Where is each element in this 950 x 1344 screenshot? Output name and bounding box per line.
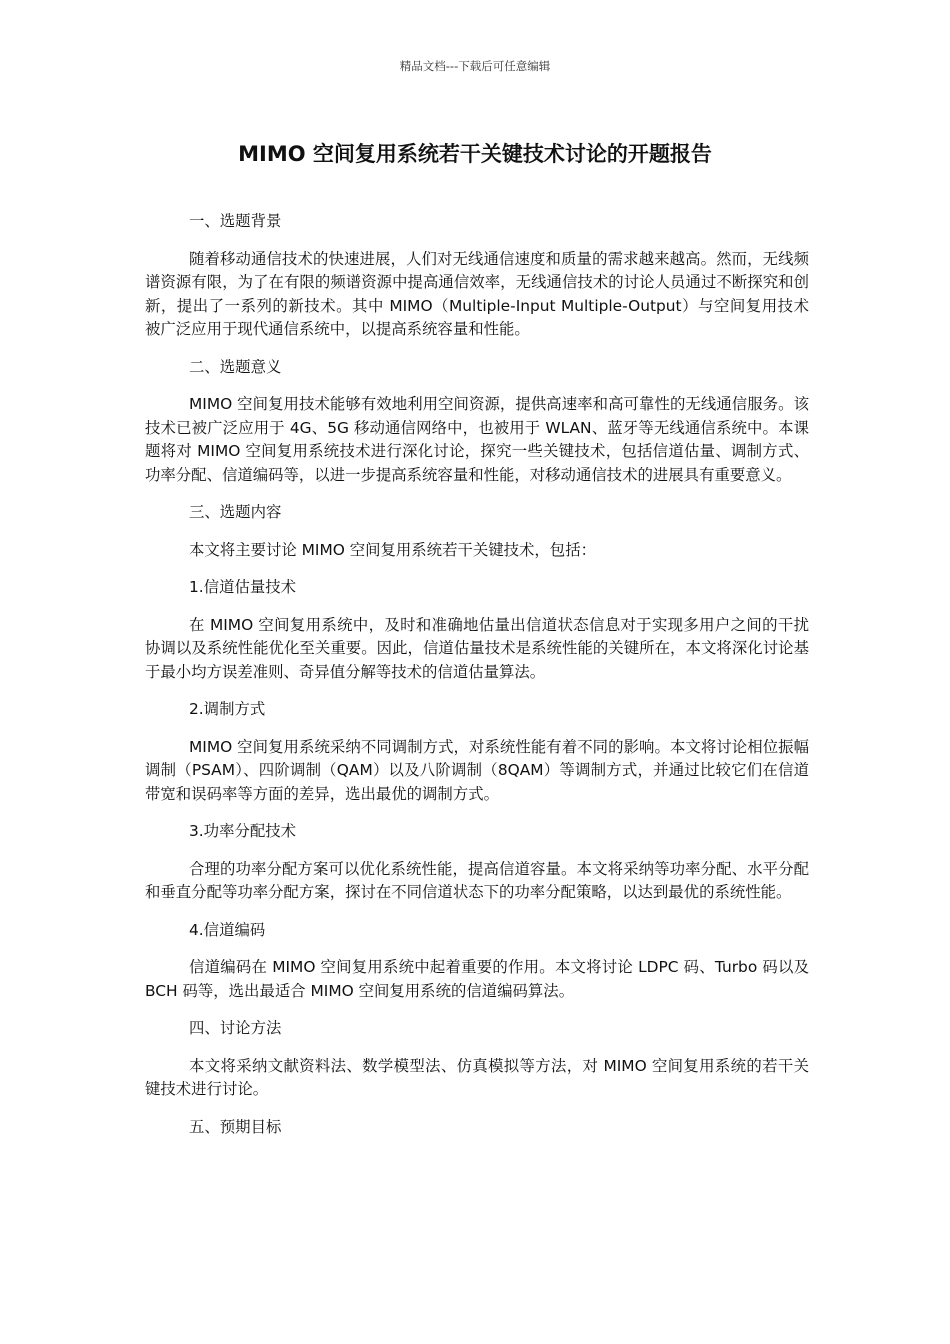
document-body xyxy=(145,210,809,1153)
subheading-channel-estimation: 1.信道估量技术 xyxy=(189,578,297,596)
section-heading-goals: 五、预期目标 xyxy=(189,1117,282,1136)
section-heading-methods: 四、讨论方法 xyxy=(189,1019,282,1037)
paragraph-power-allocation: 合理的功率分配方案可以优化系统性能，提高信道容量。本文将采纳等功率分配、水平分配和垂直分配等功率分配方案，探讨在不同信道状态下的功率分配策略，以达到最优的系统性能。 xyxy=(145,859,809,901)
paragraph-background: 随着移动通信技术的快速进展，人们对无线通信速度和质量的需求越来越高。然而，无线频谱资源有限，为了在有限的频谱资源中提高通信效率，无线通信技术的讨论人员通过不断探究和创新，提出了一系列的新技术。其中 MIMO（Multiple-Input Multiple-Output）与空间复用技术被广泛应用于现代通信系统中，以提高系统容量和性能。 xyxy=(145,249,809,338)
paragraph-significance: MIMO 空间复用技术能够有效地利用空间资源，提供高速率和高可靠性的无线通信服务。该技术已被广泛应用于 4G、5G 移动通信网络中，也被用于 WLAN、蓝牙等无线通信系统中。本课题将对 MIMO 空间复用系统技术进行深化讨论，探究一些关键技术，包括信道估量、调制方式、功率分配、信道编码等，以进一步提高系统容量和性能，对移动通信技术的进展具有重要意义。 xyxy=(145,395,809,484)
header-note: 精品文档---下载后可任意编辑 xyxy=(399,59,551,73)
paragraph-channel-estimation: 在 MIMO 空间复用系统中，及时和准确地估量出信道状态信息对于实现多用户之间的干扰协调以及系统性能优化至关重要。因此，信道估量技术是系统性能的关键所在，本文将深化讨论基于最小均方误差准则、奇异值分解等技术的信道估量算法。 xyxy=(145,615,809,681)
subheading-power-allocation: 3.功率分配技术 xyxy=(189,822,297,840)
subheading-modulation: 2.调制方式 xyxy=(189,700,266,718)
section-heading-significance: 二、选题意义 xyxy=(189,357,282,376)
paragraph-methods: 本文将采纳文献资料法、数学模型法、仿真模拟等方法，对 MIMO 空间复用系统的若干关键技术进行讨论。 xyxy=(145,1056,809,1098)
paragraph-content-intro: 本文将主要讨论 MIMO 空间复用系统若干关键技术，包括： xyxy=(189,540,596,559)
section-heading-background: 一、选题背景 xyxy=(189,212,282,230)
subheading-channel-coding: 4.信道编码 xyxy=(189,920,266,939)
document-title: MIMO 空间复用系统若干关键技术讨论的开题报告 xyxy=(238,142,712,166)
paragraph-channel-coding: 信道编码在 MIMO 空间复用系统中起着重要的作用。本文将讨论 LDPC 码、Turbo 码以及 BCH 码等，选出最适合 MIMO 空间复用系统的信道编码算法。 xyxy=(145,958,809,1000)
paragraph-modulation: MIMO 空间复用系统采纳不同调制方式，对系统性能有着不同的影响。本文将讨论相位振幅调制（PSAM）、四阶调制（QAM）以及八阶调制（8QAM）等调制方式，并通过比较它们在信道带宽和误码率等方面的差异，选出最优的调制方式。 xyxy=(145,737,809,803)
section-heading-content: 三、选题内容 xyxy=(189,503,282,521)
